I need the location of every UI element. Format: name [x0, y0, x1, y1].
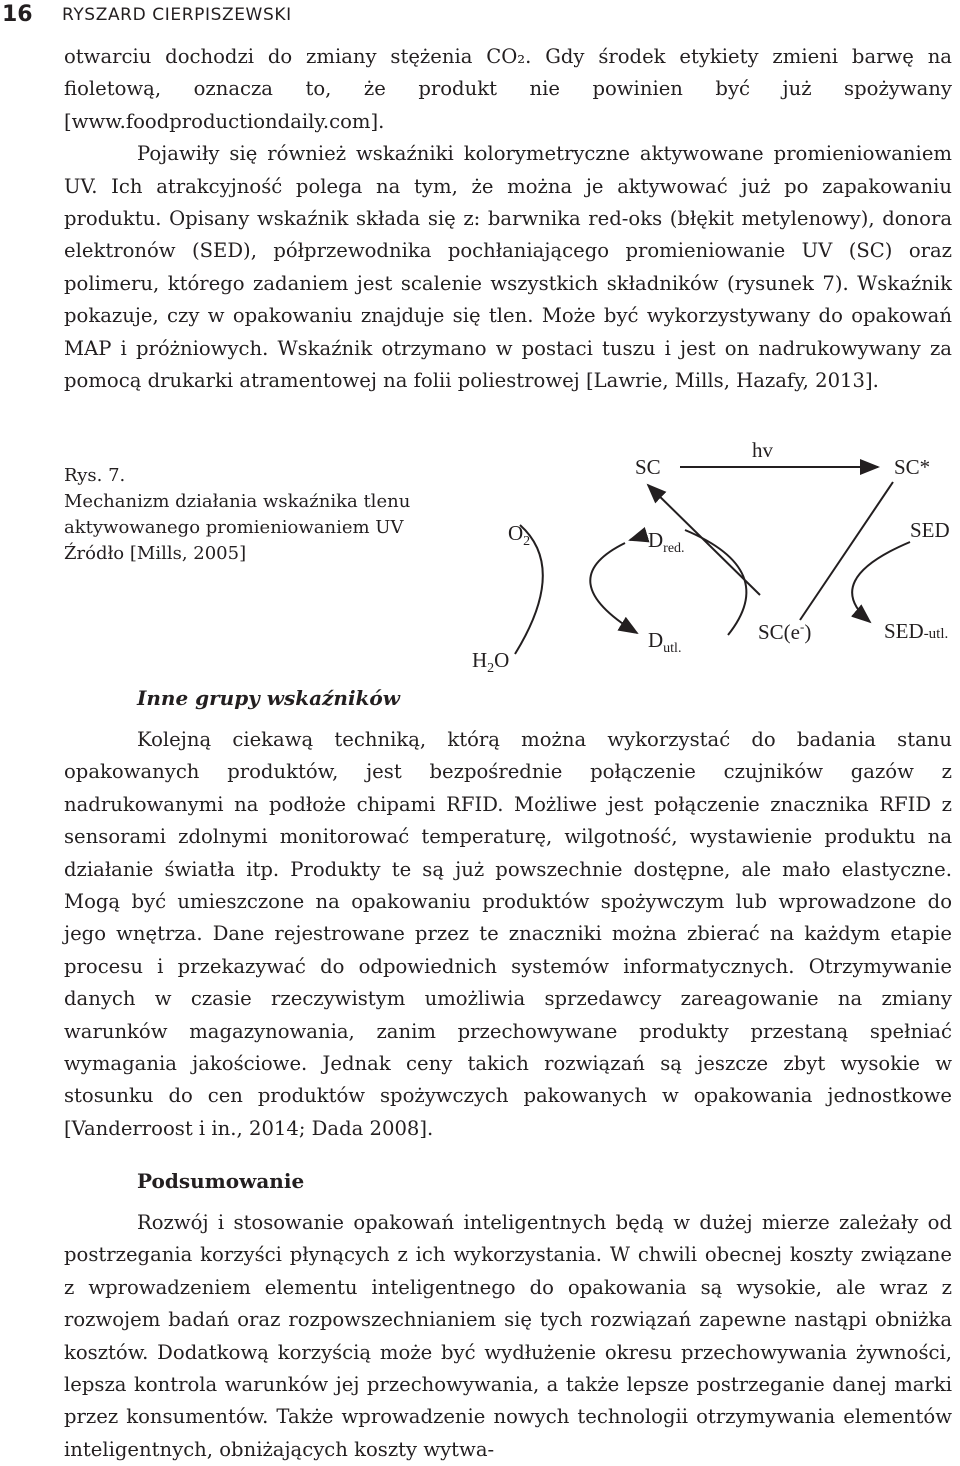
o2-label: $O_2$: [508, 521, 531, 549]
paragraph-uv-indicators: [64, 41, 952, 397]
sc-e-label: SC(e-): [758, 619, 812, 644]
running-head: RYSZARD CIERPISZEWSKI: [62, 5, 292, 25]
sc-label: SC: [635, 455, 661, 479]
sed-sed-utl-arc: [852, 542, 910, 622]
figure-caption: [64, 463, 444, 567]
paragraph-uv-indicators-text: Pojawiły się również wskaźniki kolorymetryczne aktywowane promieniowaniem UV. Ich atrakcyjność polega na tym, że można je aktywować już po zapakowaniu produktu. Opisany wskaźnik składa się z: barwnika red-oks (błękit metylenowy), donora elektronów (SED), półprzewodnika pochłaniającego promieniowanie UV (SC) oraz polimeru, którego zadaniem jest scalenie wszystkich składników (rysunek 7). Wskaźnik pokazuje, czy w opakowaniu znajduje się tlen. Może być wykorzystywany do opakowań MAP i próżniowych. Wskaźnik otrzymano w postaci tuszu i jest on nadrukowywany za pomocą drukarki atramentowej na folii poliestrowej [Lawrie, Mills, Hazafy, 2013].: [64, 142, 952, 393]
diagram-arrows: [460, 430, 960, 690]
dred-sc-e-arc: [685, 530, 746, 635]
figure-source: Źródło [Mills, 2005]: [64, 543, 247, 564]
h2o-label: $H_2O$: [472, 648, 510, 676]
indicator-mechanism-diagram: [460, 430, 960, 690]
figure-caption-text: Mechanizm działania wskaźnika tlenu aktywowanego promieniowaniem UV: [64, 491, 411, 538]
d-utl-label: $D_{utl.}$: [648, 628, 682, 656]
sc-star-label: SC*: [894, 455, 931, 479]
page-number: 16: [2, 2, 33, 27]
page-header: [0, 0, 960, 34]
paragraph-other-groups: Kolejną ciekawą techniką, którą można wykorzystać do badania stanu opakowanych produktów, jest bezpośrednie połączenie czujników gazów z nadrukowanymi na podłoże chipami RFID. Możliwe jest połączenie znacznika RFID z sensorami zdolnymi monitorować temperaturę, wilgotność, wystawienie produktu na działanie światła itp. Produkty te są już powszechnie dostępne, ale mało elastyczne. Mogą być umieszczone na opakowaniu produktów spożywczym lub wprowadzone do jego wnętrza. Dane rejestrowane przez te znaczniki można zbierać na każdym etapie procesu i przekazywać do odpowiednich systemów informatycznych. Otrzymywanie danych w czasie rzeczywistym umożliwia sprzedawcy zareagowanie na zmiany warunków magazynowania, zanim przechowywane produkty przestaną spełniać wymagania jakościowe. Jednak ceny takich rozwiązań są jeszcze zbyt wysokie w stosunku do cen produktów spożywczych pakowanych w opakowania jednostkowe [Vanderroost i in., 2014; Dada 2008].: [64, 728, 952, 1140]
dred-dutl-arc: [590, 543, 637, 633]
heading-other-groups: Inne grupy wskaźników: [137, 686, 400, 710]
figure-label: Rys. 7.: [64, 465, 126, 486]
paragraph-intro-continued: otwarciu dochodzi do zmiany stężenia CO₂. Gdy środek etykiety zmieni barwę na fioletową, oznacza to, że produkt nie powinien być już spożywany [www.foodproductiondaily.com].: [64, 45, 952, 133]
sed-label: SED: [910, 518, 950, 542]
hv-label: hv: [752, 438, 773, 462]
heading-summary: Podsumowanie: [137, 1169, 305, 1193]
d-red-label: $D_{red.}$: [648, 528, 685, 556]
dred-arc-arrow-head: [630, 536, 643, 540]
paragraph-summary: Rozwój i stosowanie opakowań inteligentnych będą w dużej mierze zależały od postrzegania korzyści płynących z ich wykorzystania. W chwili obecnej koszty związane z wprowadzeniem elementu inteligentnego do opakowania są wysokie, ale wraz z rozwojem badań oraz rozpowszechnianiem się tych rozwiązań zapewne nastąpi obniżka kosztów. Dodatkową korzyścią może być wydłużenie okresu przechowywania żywności, lepsza kontrola warunków jej przechowywania, a także lepsze postrzeganie danej marki przez konsumentów. Także wprowadzenie nowych technologii otrzymywania elementów inteligentnych, obniżających koszty wytwa-: [64, 1211, 952, 1461]
sed-utl-label: SED-utl.: [884, 619, 949, 643]
sc-star-to-sc-e-line: [800, 482, 893, 620]
